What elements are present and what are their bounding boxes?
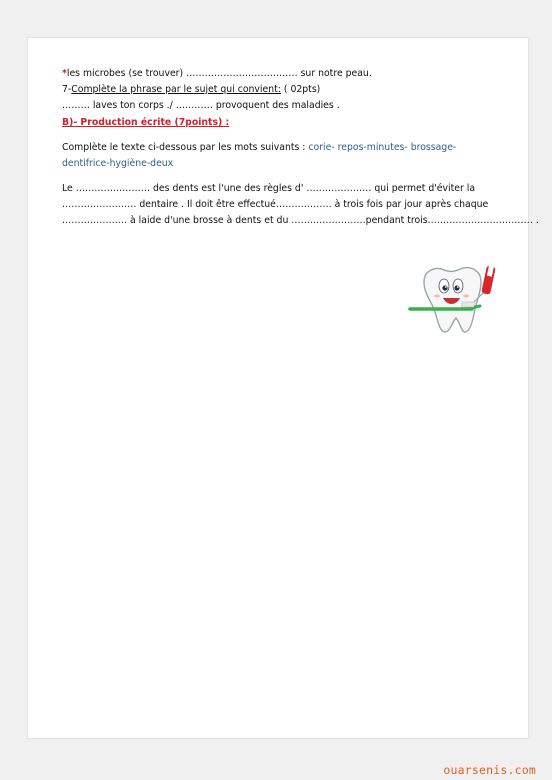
paragraph-line-3: ………………… à laide d'une brosse à dents et du ……………………pendant trois.…………………………… . [62, 215, 539, 226]
exercise-line-microbes [62, 66, 502, 82]
site-watermark: ouarsenis.com [443, 763, 536, 777]
instruction-text: Complète le texte ci-dessous par les mots suivants : [62, 142, 306, 153]
worksheet-page [28, 38, 539, 738]
exercise-line-text: les microbes (se trouver) ……………………………… sur notre peau. [66, 68, 372, 79]
word-list-line-2: dentifrice-hygiène-deux [62, 158, 174, 169]
worksheet-content [62, 66, 539, 229]
question-7-line: ……… laves ton corps ./ ………… provoquent des maladies . [62, 100, 340, 111]
paragraph-line-2: …………………… dentaire . Il doit être effectué……………… à trois fois par jour après chaque [62, 199, 489, 210]
question-number: 7- [62, 84, 72, 95]
paragraph-line-1: Le …………………… des dents est l'une des règles d' ………………… qui permet d'éviter la [62, 183, 476, 194]
section-b-title: B)- Production écrite (7points) : [62, 117, 230, 128]
instruction-line [62, 140, 502, 156]
tooth-with-toothbrush-icon [406, 262, 506, 342]
question-7-points: ( 02pts) [283, 84, 321, 95]
question-7-heading [62, 82, 502, 98]
word-list: corie- repos-minutes- brossage- [308, 142, 457, 153]
question-7-text: Complète la phrase par le sujet qui convient: [71, 84, 281, 95]
bullet-star: * [62, 68, 67, 79]
